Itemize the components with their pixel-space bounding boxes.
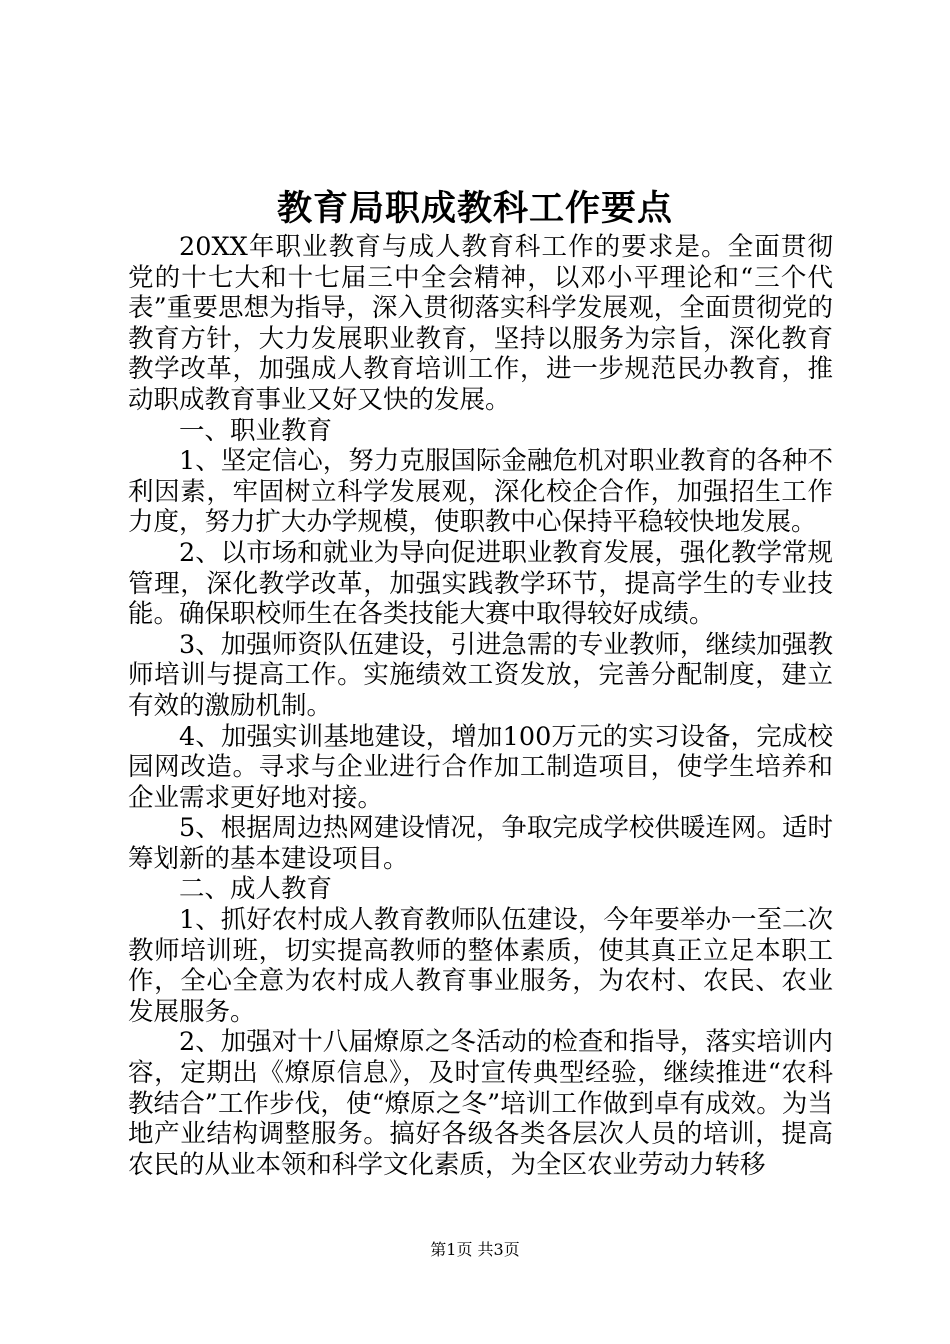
- page-number-footer: 第1页 共3页: [430, 1240, 520, 1259]
- vocational-item-3: 3、加强师资队伍建设，引进急需的专业教师，继续加强教师培训与提高工作。实施绩效工资发放，完善分配制度，建立有效的激励机制。: [128, 629, 833, 721]
- vocational-item-2: 2、以市场和就业为导向促进职业教育发展，强化教学常规管理，深化教学改革，加强实践教学环节，提高学生的专业技能。确保职校师生在各类技能大赛中取得较好成绩。: [128, 537, 833, 630]
- adult-item-1: 1、抓好农村成人教育教师队伍建设，今年要举办一至二次教师培训班，切实提高教师的整体素质，使其真正立足本职工作，全心全意为农村成人教育事业服务，为农村、农民、农业发展服务。: [128, 905, 833, 1027]
- intro-paragraph: 20XX年职业教育与成人教育科工作的要求是。全面贯彻党的十七大和十七届三中全会精神，以邓小平理论和“三个代表”重要思想为指导，深入贯彻落实科学发展观，全面贯彻党的教育方针，大力发展职业教育，坚持以服务为宗旨，深化教育教学改革，加强成人教育培训工作，进一步规范民办教育，推动职成教育事业又好又快的发展。: [128, 232, 833, 415]
- section-heading-adult: 二、成人教育: [179, 874, 333, 905]
- adult-item-2: 2、加强对十八届燎原之冬活动的检查和指导，落实培训内容，定期出《燎原信息》，及时宣传典型经验，继续推进“农科教结合”工作步伐，使“燎原之冬”培训工作做到卓有成效。为当地产业结构调整服务。搞好各级各类各层次人员的培训，提高农民的从业本领和科学文化素质，为全区农业劳动力转移: [128, 1027, 833, 1180]
- section-heading-vocational: 一、职业教育: [179, 415, 333, 446]
- document-title: 教育局职成教科工作要点: [276, 188, 673, 229]
- vocational-item-4: 4、加强实训基地建设，增加100万元的实习设备，完成校园网改造。寻求与企业进行合作加工制造项目，使学生培养和企业需求更好地对接。: [128, 721, 833, 813]
- document-body: [128, 232, 833, 1180]
- vocational-item-1: 1、坚定信心，努力克服国际金融危机对职业教育的各种不利因素，牢固树立科学发展观，深化校企合作，加强招生工作力度，努力扩大办学规模，使职教中心保持平稳较快地发展。: [128, 446, 833, 538]
- vocational-item-5: 5、根据周边热网建设情况，争取完成学校供暖连网。适时筹划新的基本建设项目。: [128, 813, 833, 874]
